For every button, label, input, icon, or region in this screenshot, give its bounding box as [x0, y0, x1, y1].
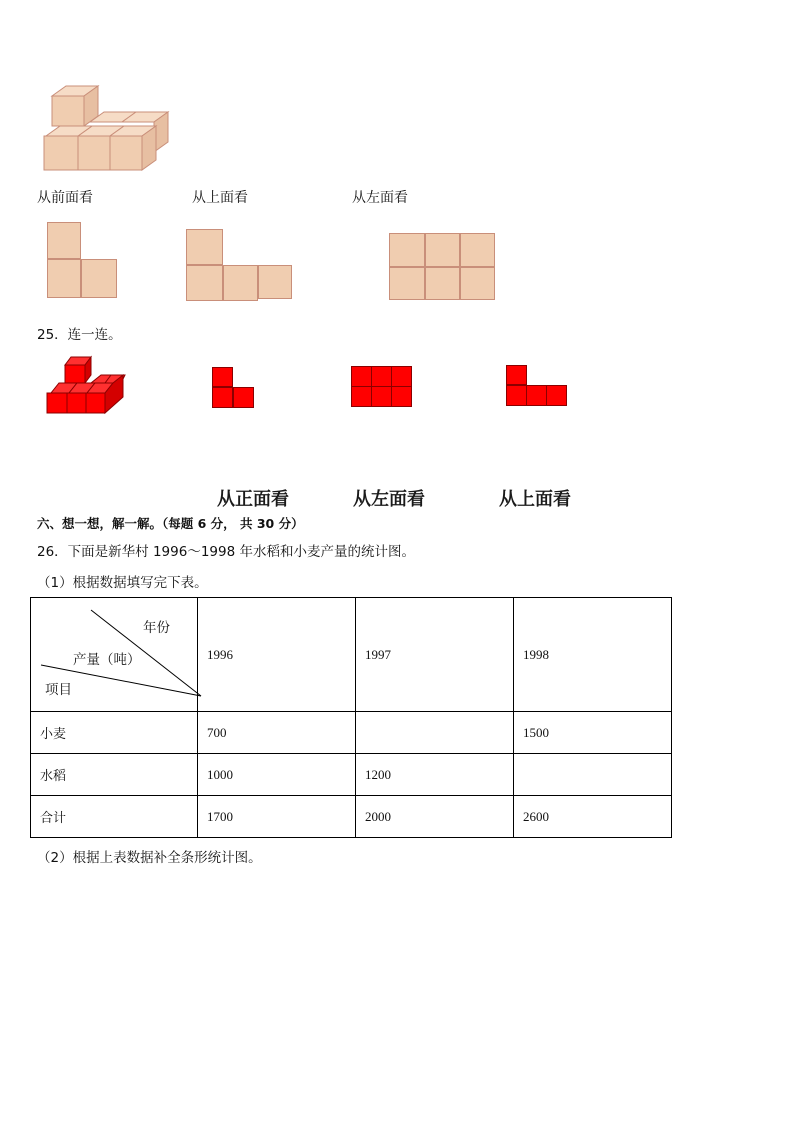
table-header-row	[31, 598, 672, 712]
header-item-label: 项目	[45, 682, 72, 698]
table-row	[31, 754, 672, 796]
cube-stack-figure	[40, 80, 175, 175]
cell-rice-1996: 1000	[198, 754, 356, 796]
cell-total-1997: 2000	[356, 796, 514, 838]
row-label-wheat: 小麦	[31, 712, 198, 754]
year-header-1998: 1998	[514, 598, 672, 712]
header-output-label: 产量（吨）	[73, 652, 141, 668]
red-shape-rectangle	[351, 366, 413, 408]
question-26-part-1: （1）根据数据填写完下表。	[37, 575, 208, 591]
diagonal-header-cell	[31, 598, 198, 712]
front-view-shape	[47, 222, 119, 300]
top-view-label: 从上面看	[192, 190, 248, 206]
year-header-1996: 1996	[198, 598, 356, 712]
row-label-rice: 水稻	[31, 754, 198, 796]
section-6-heading: 六、想一想，解一解。（每题 6 分， 共 30 分）	[37, 516, 304, 531]
question-25-title: 25．连一连。	[37, 327, 122, 343]
question-26-title: 26．下面是新华村 1996～1998 年水稻和小麦产量的统计图。	[37, 544, 415, 560]
front-view-label: 从前面看	[37, 190, 93, 206]
red-shape-long-l	[506, 365, 568, 407]
year-header-1997: 1997	[356, 598, 514, 712]
left-view-label: 从左面看	[352, 190, 408, 206]
cell-wheat-1996: 700	[198, 712, 356, 754]
question-26-part-2: （2）根据上表数据补全条形统计图。	[37, 850, 262, 866]
header-year-label: 年份	[143, 620, 170, 636]
red-cube-stack-figure	[45, 353, 127, 415]
match-label-top: 从上面看	[499, 489, 571, 510]
match-label-left: 从左面看	[353, 489, 425, 510]
red-shape-small-l	[212, 367, 256, 409]
cell-rice-1997: 1200	[356, 754, 514, 796]
table-row	[31, 796, 672, 838]
cell-wheat-1997[interactable]	[356, 712, 514, 754]
match-label-front: 从正面看	[217, 489, 289, 510]
cell-total-1996: 1700	[198, 796, 356, 838]
cell-rice-1998[interactable]	[514, 754, 672, 796]
top-view-shape	[186, 229, 294, 303]
production-table	[30, 597, 672, 838]
cell-total-1998: 2600	[514, 796, 672, 838]
left-view-shape	[389, 233, 497, 303]
table-row	[31, 712, 672, 754]
row-label-total: 合计	[31, 796, 198, 838]
cell-wheat-1998: 1500	[514, 712, 672, 754]
